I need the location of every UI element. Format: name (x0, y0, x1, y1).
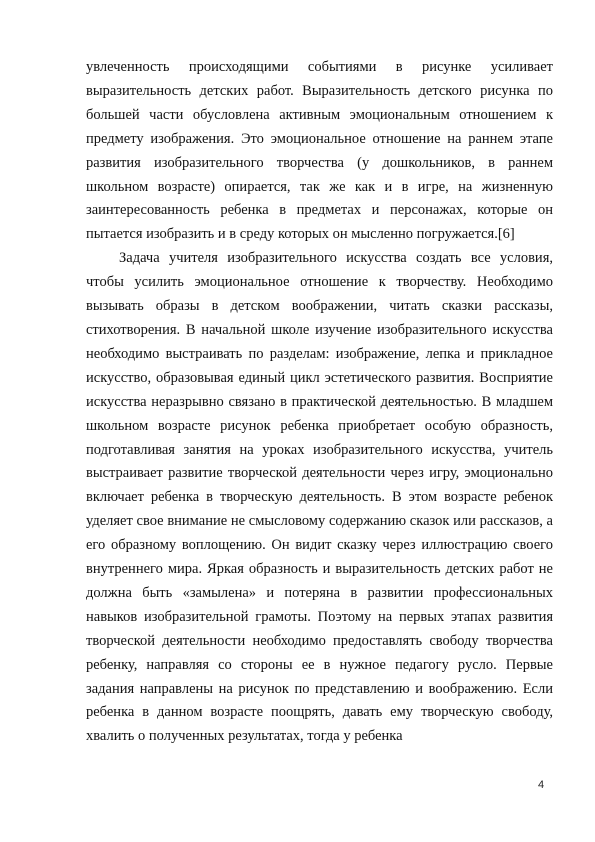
paragraph-continued: увлеченность происходящими событиями в рисунке усиливает выразительность детских работ. Выразительность детского рисунка по большей части обусловлена активным эмоциональным отношением к предмету изображения. Это эмоциональное отношение на раннем этапе развития изобразительного творчества (у дошкольников, в раннем школьном возрасте) опирается, так же как и в игре, на жизненную заинтересованность ребенка в предметах и персонажах, которые он пытается изобразить и в среду которых он мысленно погружается.[6] (86, 59, 553, 243)
paragraph-task: Задача учителя изобразительного искусства создать все условия, чтобы усилить эмоциональное отношение к творчеству. Необходимо вызывать образы в детском воображении, читать сказки рассказы, стихотворения. В начальной школе изучение изобразительного искусства необходимо выстраивать по разделам: изображение, лепка и прикладное искусство, образовывая единый цикл эстетического развития. Восприятие искусства неразрывно связано в практической деятельностью. В младшем школьном возрасте рисунок ребенка приобретает особую образность, подготавливая занятия на уроках изобразительного искусства, учитель выстраивает развитие творческой деятельности через игру, эмоционально включает ребенка в творческую деятельность. В этом возрасте ребенок уделяет свое внимание не смысловому содержанию сказок или рассказов, а его образному воплощению. Он видит сказку через иллюстрацию своего внутреннего мира. Яркая образность и выразительность детских работ не должна быть «замылена» и потеряна в развитии профессиональных навыков изобразительной грамоты. Поэтому на первых этапах развития творческой деятельности необходимо предоставлять свободу творчества ребенку, направляя со стороны ее в нужное педагогу русло. Первые задания направлены на рисунок по представлению и воображению. Если ребенка в данном возрасте поощрять, давать ему творческую свободу, хвалить о полученных результатах, тогда у ребенка (86, 250, 553, 745)
body-text (86, 56, 553, 749)
page-number: 4 (538, 779, 545, 791)
